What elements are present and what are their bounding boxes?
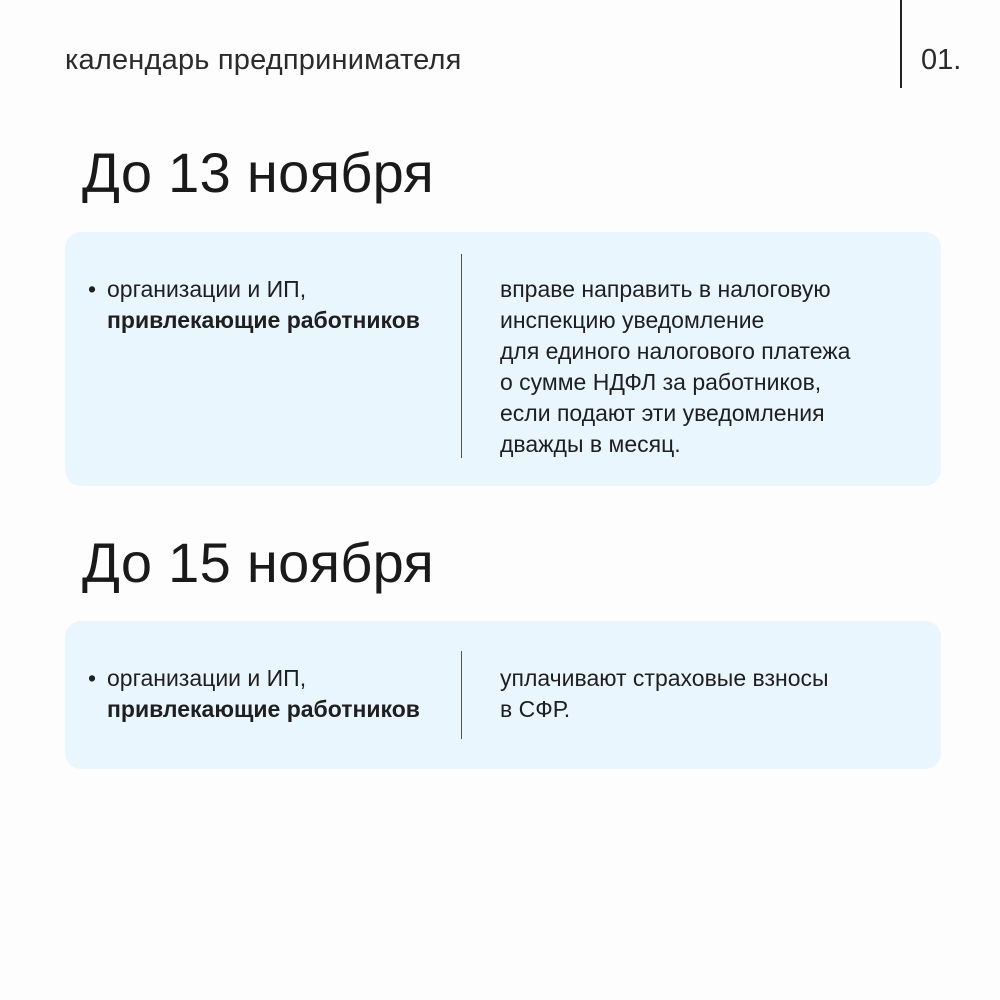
header-title: календарь предпринимателя: [65, 44, 462, 76]
card-what-column: [500, 274, 920, 460]
what-line: дважды в месяц.: [500, 431, 681, 457]
section-heading-15-november: До 15 ноября: [82, 531, 435, 594]
who-line-1: организации и ИП,: [107, 276, 307, 302]
who-line-2: привлекающие работников: [107, 696, 420, 722]
what-line: инспекцию уведомление: [500, 307, 765, 333]
info-card-15-november: [65, 621, 941, 769]
card-who-column: [88, 274, 448, 336]
what-line: вправе направить в налоговую: [500, 276, 831, 302]
who-line-2: привлекающие работников: [107, 307, 420, 333]
what-line: о сумме НДФЛ за работников,: [500, 369, 822, 395]
section-heading-13-november: До 13 ноября: [82, 141, 435, 204]
bullet-icon: •: [88, 665, 97, 691]
card-divider: [461, 254, 462, 458]
what-line: в СФР.: [500, 696, 571, 722]
info-card-13-november: [65, 232, 941, 486]
what-line: для единого налогового платежа: [500, 338, 851, 364]
page-number: 01.: [921, 44, 962, 76]
card-divider: [461, 651, 462, 739]
bullet-icon: •: [88, 276, 97, 302]
what-line: уплачивают страховые взносы: [500, 665, 829, 691]
who-line-1: организации и ИП,: [107, 665, 307, 691]
card-what-column: [500, 663, 920, 725]
header-divider: [900, 0, 902, 88]
what-line: если подают эти уведомления: [500, 400, 825, 426]
card-who-column: [88, 663, 448, 725]
